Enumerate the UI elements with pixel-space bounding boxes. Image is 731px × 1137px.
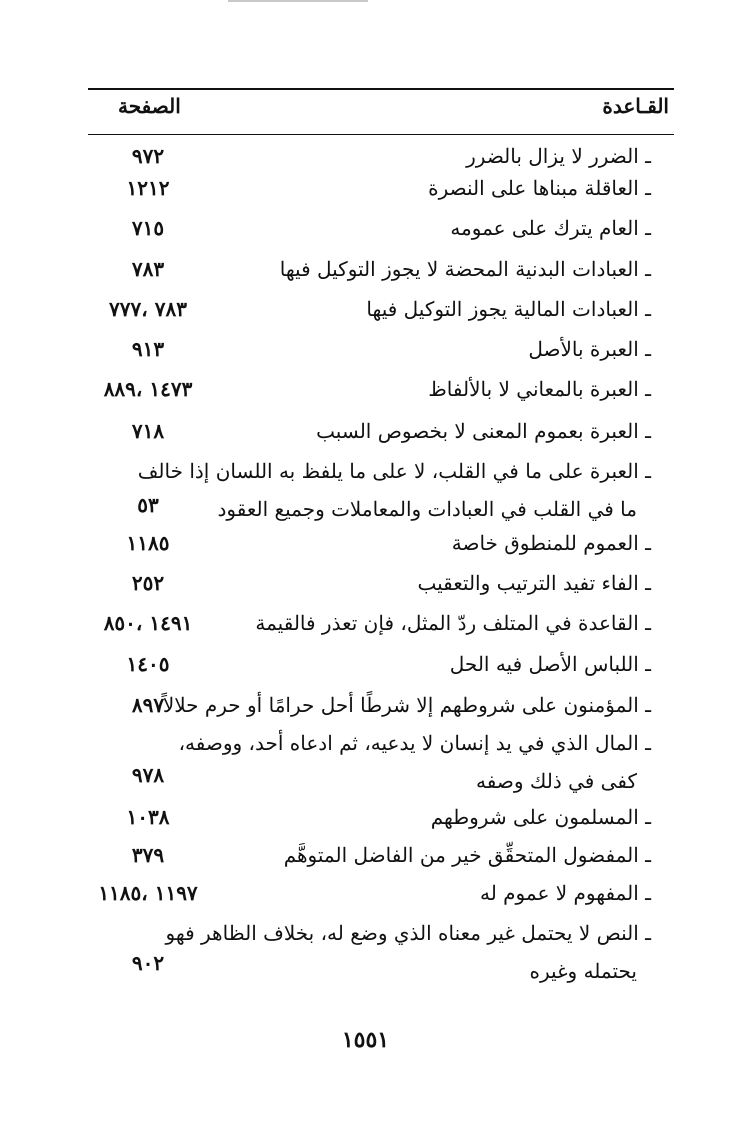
- rule-text-line-1: ـ النص لا يحتمل غير معناه الذي وضع له، بخلاف الظاهر فهو: [165, 921, 651, 945]
- rule-text: ـ العبرة بعموم المعنى لا بخصوص السبب: [316, 419, 651, 443]
- column-header-rule: القـاعدة: [602, 94, 669, 118]
- page-number: ١٥٥١: [341, 1027, 390, 1053]
- page-ref: ٧١٥: [131, 216, 165, 240]
- rule-text-line-1: ـ العبرة على ما في القلب، لا على ما يلفظ به اللسان إذا خالف: [137, 459, 651, 483]
- header-divider: [88, 134, 674, 135]
- page-ref: ١٤٩١ ،٨٥٠: [103, 611, 193, 635]
- column-header-page: الصفحة: [118, 94, 181, 118]
- page-ref: ٩٧٨: [131, 763, 165, 787]
- rule-text: [165, 914, 651, 990]
- rule-text-line-2: يحتمله وغيره: [529, 959, 637, 983]
- page-ref: ١١٨٥: [126, 531, 170, 555]
- page-ref: ١٤٧٣ ،٨٨٩: [103, 377, 193, 401]
- rule-text-line-2: ما في القلب في العبادات والمعاملات وجميع العقود: [217, 497, 637, 521]
- rule-text: ـ المفضول المتحقِّق خير من الفاضل المتوهَّم: [283, 843, 651, 867]
- page-ref: ١٠٣٨: [126, 805, 170, 829]
- rule-text: ـ العاقلة مبناها على النصرة: [428, 176, 651, 200]
- rule-text-line-2: كفى في ذلك وصفه: [476, 769, 637, 793]
- rule-text: ـ العموم للمنطوق خاصة: [451, 531, 651, 555]
- top-stub-rule: [228, 0, 368, 2]
- page-ref: ٩١٣: [131, 337, 165, 361]
- rule-text: ـ العبرة بالأصل: [528, 337, 651, 361]
- page-ref: ٨٩٧: [131, 693, 165, 717]
- rule-text: ـ القاعدة في المتلف ردّ المثل، فإن تعذر فالقيمة: [255, 611, 651, 635]
- page-ref: ٧٨٣: [131, 257, 165, 281]
- page-ref: ١٤٠٥: [126, 652, 170, 676]
- rule-text: ـ العام يترك على عمومه: [450, 216, 651, 240]
- rule-text: ـ العبادات المالية يجوز التوكيل فيها: [366, 297, 651, 321]
- rule-text: ـ المفهوم لا عموم له: [480, 881, 651, 905]
- page-ref: ٩٠٢: [131, 951, 165, 975]
- rule-text: ـ العبادات البدنية المحضة لا يجوز التوكيل فيها: [279, 257, 651, 281]
- page-ref: ١١٩٧ ،١١٨٥: [98, 881, 198, 905]
- rule-text: ـ العبرة بالمعاني لا بالألفاظ: [428, 377, 651, 401]
- rule-text: ـ الضرر لا يزال بالضرر: [466, 144, 651, 168]
- rule-text: [178, 724, 651, 800]
- rule-text-line-1: ـ المال الذي في يد إنسان لا يدعيه، ثم ادعاه أحد، ووصفه،: [178, 731, 651, 755]
- rule-text: ـ اللباس الأصل فيه الحل: [449, 652, 651, 676]
- page-ref: ٧٨٣ ،٧٧٧: [109, 297, 187, 321]
- page-ref: ٧١٨: [131, 419, 165, 443]
- rule-text: ـ المؤمنون على شروطهم إلا شرطًا أحل حرامًا أو حرم حلالاً: [162, 693, 651, 717]
- page-ref: ١٢١٢: [126, 176, 170, 200]
- page-ref: ٣٧٩: [131, 843, 165, 867]
- rule-text: ـ الفاء تفيد الترتيب والتعقيب: [417, 571, 651, 595]
- page-ref: ٥٣: [137, 493, 159, 517]
- page-ref: ٩٧٢: [131, 144, 165, 168]
- rule-text: ـ المسلمون على شروطهم: [430, 805, 651, 829]
- table-top-rule: [88, 88, 674, 90]
- page-ref: ٢٥٢: [131, 571, 165, 595]
